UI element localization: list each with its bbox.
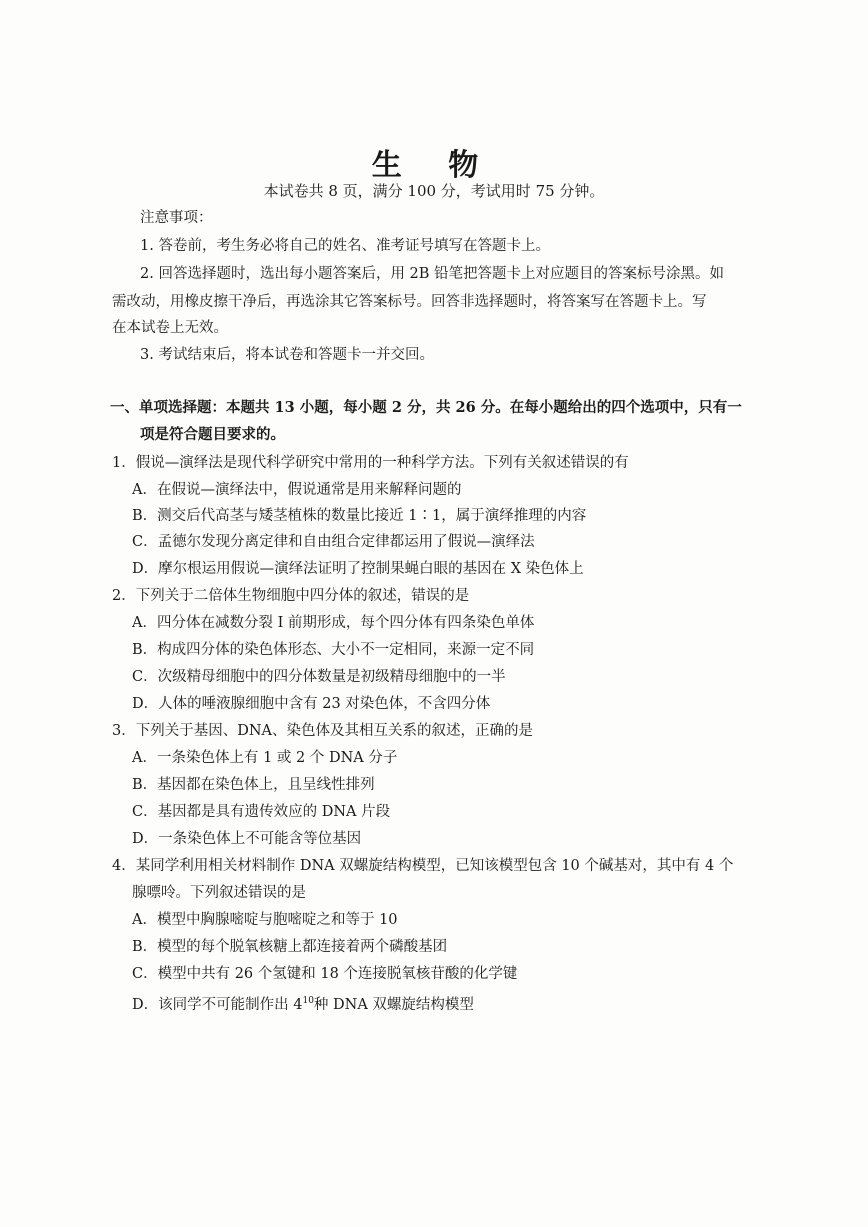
page-title: 生 物 xyxy=(371,148,497,183)
question-1-option-d: D．摩尔根运用假说—演绎法证明了控制果蝇白眼的基因在 X 染色体上 xyxy=(132,561,584,577)
question-4-option-d-exponent: 10 xyxy=(302,996,314,1006)
question-1-option-b: B．测交后代高茎与矮茎植株的数量比接近 1∶1，属于演绎推理的内容 xyxy=(132,508,587,524)
question-4-option-d xyxy=(132,991,474,1015)
question-4-option-b: B．模型的每个脱氧核糖上都连接着两个磷酸基团 xyxy=(132,939,448,955)
question-4-option-a: A．模型中胸腺嘧啶与胞嘧啶之和等于 10 xyxy=(132,912,398,928)
question-1-stem: 1．假说—演绎法是现代科学研究中常用的一种科学方法。下列有关叙述错误的有 xyxy=(112,455,629,471)
question-1-option-a: A．在假说—演绎法中，假说通常是用来解释问题的 xyxy=(132,482,462,498)
question-2-option-d: D．人体的唾液腺细胞中含有 23 对染色体，不含四分体 xyxy=(132,696,491,712)
question-2-option-b: B．构成四分体的染色体形态、大小不一定相同，来源一定不同 xyxy=(132,642,535,658)
exam-info: 本试卷共 8 页，满分 100 分，考试用时 75 分钟。 xyxy=(263,182,605,200)
question-3-option-d: D．一条染色体上不可能含等位基因 xyxy=(132,831,362,847)
question-4-option-d-suffix: 种 DNA 双螺旋结构模型 xyxy=(313,996,474,1013)
question-3-stem: 3．下列关于基因、DNA、染色体及其相互关系的叙述，正确的是 xyxy=(112,723,534,739)
note-2-line-1: 2. 回答选择题时，选出每小题答案后，用 2B 铅笔把答题卡上对应题目的答案标号涂黑。如 xyxy=(140,266,725,282)
question-4-stem-line-2: 腺嘌呤。下列叙述错误的是 xyxy=(132,885,306,901)
question-2-stem: 2．下列关于二倍体生物细胞中四分体的叙述，错误的是 xyxy=(112,588,470,604)
question-3-option-a: A．一条染色体上有 1 或 2 个 DNA 分子 xyxy=(132,750,398,766)
note-2-line-2: 需改动，用橡皮擦干净后，再选涂其它答案标号。回答非选择题时，将答案写在答题卡上。写 xyxy=(112,294,707,310)
note-2-line-3: 在本试卷上无效。 xyxy=(112,320,228,336)
note-1: 1. 答卷前，考生务必将自己的姓名、准考证号填写在答题卡上。 xyxy=(140,238,550,254)
question-3-option-b: B．基因都在染色体上，且呈线性排列 xyxy=(132,777,375,793)
question-4-stem-line-1: 4．某同学利用相关材料制作 DNA 双螺旋结构模型，已知该模型包含 10 个碱基对，其中有 4 个 xyxy=(112,858,734,874)
section-heading-line-1: 一、单项选择题：本题共 13 小题，每小题 2 分，共 26 分。在每小题给出的四个选项中，只有一 xyxy=(110,399,742,416)
question-1-option-c: C．孟德尔发现分离定律和自由组合定律都运用了假说—演绎法 xyxy=(132,534,535,550)
question-2-option-a: A．四分体在减数分裂 I 前期形成，每个四分体有四条染色单体 xyxy=(132,615,535,631)
section-heading-line-2: 项是符合题目要求的。 xyxy=(140,426,285,443)
note-3: 3. 考试结束后，将本试卷和答题卡一并交回。 xyxy=(140,347,434,363)
question-3-option-c: C．基因都是具有遗传效应的 DNA 片段 xyxy=(132,804,391,820)
question-2-option-c: C．次级精母细胞中的四分体数量是初级精母细胞中的一半 xyxy=(132,669,506,685)
question-4-option-d-prefix: D．该同学不可能制作出 4 xyxy=(132,996,303,1013)
question-4-option-c: C．模型中共有 26 个氢键和 18 个连接脱氧核苷酸的化学键 xyxy=(132,966,518,982)
notes-heading: 注意事项： xyxy=(140,210,213,226)
